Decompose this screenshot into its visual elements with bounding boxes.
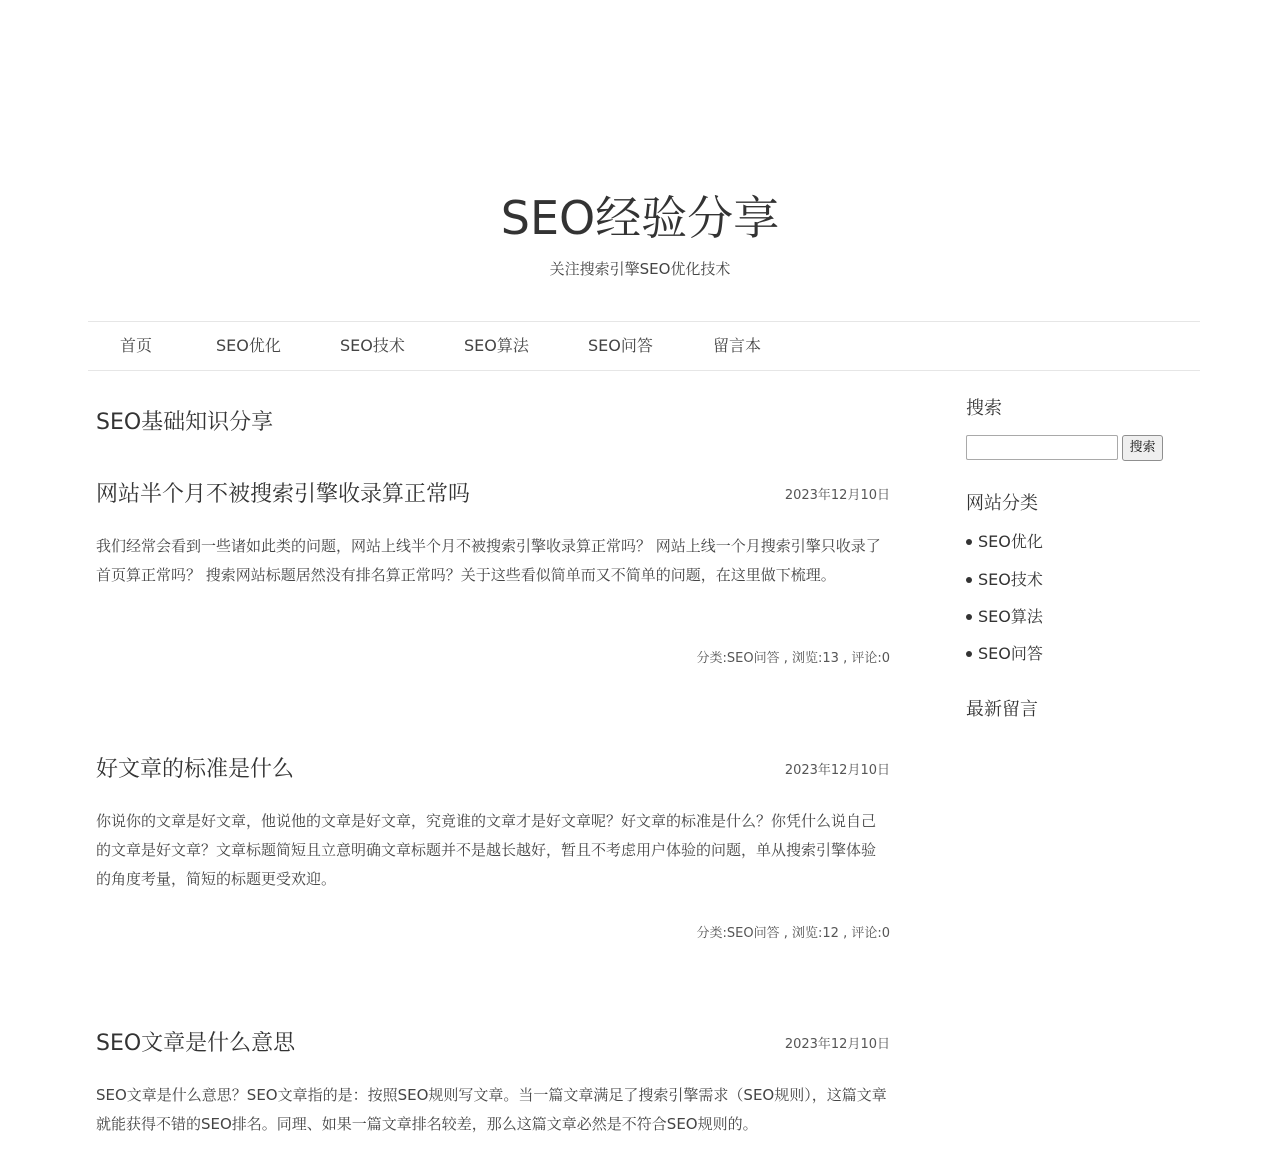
bullet-icon — [966, 614, 972, 620]
post-title[interactable]: 网站半个月不被搜索引擎收录算正常吗 — [96, 482, 471, 507]
post-date: 2023年12月10日 — [784, 763, 890, 778]
latest-comments-widget-title: 最新留言 — [966, 699, 1038, 720]
search-input[interactable] — [966, 435, 1118, 460]
post-date: 2023年12月10日 — [784, 488, 890, 503]
site-header — [0, 0, 1280, 321]
bullet-icon — [966, 539, 972, 545]
search-button[interactable]: 搜索 — [1122, 435, 1163, 461]
category-label: SEO问答 — [978, 644, 1043, 663]
site-subtitle: 关注搜索引擎SEO优化技术 — [549, 260, 731, 278]
nav-item-seo-qa[interactable]: SEO问答 — [588, 336, 653, 355]
post-meta: 分类:SEO问答 , 浏览:12 , 评论:0 — [696, 926, 890, 941]
bullet-icon — [966, 651, 972, 657]
post-excerpt: 你说你的文章是好文章，他说他的文章是好文章，究竟谁的文章才是好文章呢？好文章的标准是什么？你凭什么说自己的文章是好文章？文章标题简短且立意明确文章标题并不是越长越好，暂且不考虑用户体验的问题，单从搜索引擎体验的角度考量，简短的标题更受欢迎。 — [96, 812, 877, 888]
nav-item-guestbook[interactable]: 留言本 — [713, 336, 762, 355]
section-title: SEO基础知识分享 — [96, 410, 274, 435]
categories-widget-title: 网站分类 — [966, 493, 1038, 514]
post-excerpt: SEO文章是什么意思？SEO文章指的是：按照SEO规则写文章。当一篇文章满足了搜索引擎需求（SEO规则），这篇文章就能获得不错的SEO排名。同理、如果一篇文章排名较差，那么这篇文章必然是不符合SEO规则的。 — [96, 1086, 887, 1133]
category-item[interactable] — [966, 531, 1043, 553]
post-title[interactable]: SEO文章是什么意思 — [96, 1031, 296, 1056]
category-label: SEO优化 — [978, 532, 1043, 551]
site-title[interactable]: SEO经验分享 — [500, 191, 780, 245]
post-title[interactable]: 好文章的标准是什么 — [96, 757, 295, 782]
category-item[interactable] — [966, 643, 1043, 665]
nav-item-seo-optimization[interactable]: SEO优化 — [216, 336, 281, 355]
category-item[interactable] — [966, 606, 1043, 628]
nav-item-seo-algorithm[interactable]: SEO算法 — [464, 336, 529, 355]
category-item[interactable] — [966, 569, 1043, 591]
bullet-icon — [966, 577, 972, 583]
post-excerpt: 我们经常会看到一些诸如此类的问题，网站上线半个月不被搜索引擎收录算正常吗？ 网站上线一个月搜索引擎只收录了首页算正常吗？ 搜索网站标题居然没有排名算正常吗？关于这些看似简单而又不简单的问题，在这里做下梳理。 — [96, 537, 881, 584]
category-label: SEO技术 — [978, 570, 1043, 589]
search-widget-title: 搜索 — [966, 398, 1002, 419]
post-date: 2023年12月10日 — [784, 1037, 890, 1052]
main-nav — [88, 321, 1200, 371]
category-label: SEO算法 — [978, 607, 1043, 626]
nav-item-home[interactable]: 首页 — [120, 336, 153, 355]
nav-item-seo-technology[interactable]: SEO技术 — [340, 336, 405, 355]
post-meta: 分类:SEO问答 , 浏览:13 , 评论:0 — [696, 651, 890, 666]
